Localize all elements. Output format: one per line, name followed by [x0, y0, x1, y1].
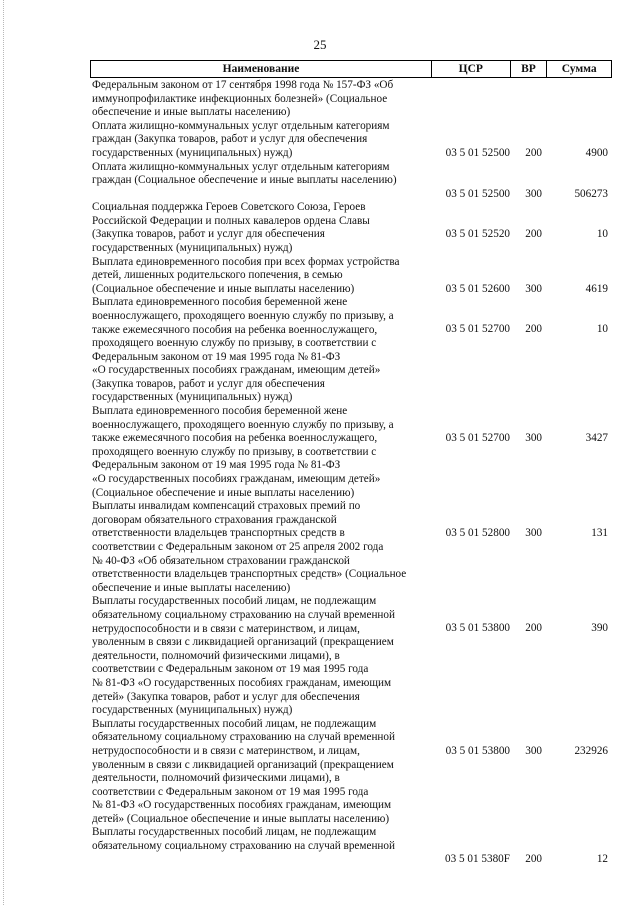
row-name-line: обязательному социальному страхованию на случай временной — [92, 608, 395, 621]
row-name-line: проходящего военную службу по призыву, в соответствии с — [92, 337, 377, 350]
row-csr-cell — [432, 79, 510, 120]
row-name-line: уволенным в связи с ликвидацией организаций (прекращением — [92, 758, 394, 771]
row-csr-cell: 03 5 01 53800 — [445, 622, 510, 635]
row-name-line: Федеральным законом от 17 сентября 1998 года № 157-ФЗ «Об — [92, 79, 394, 91]
header-csr: ЦСР — [431, 61, 510, 77]
row-name-line: обеспечение и иные выплаты населению) — [92, 106, 291, 119]
row-csr-cell: 03 5 01 52500 — [445, 146, 510, 159]
row-vr-cell: 300 — [525, 187, 542, 200]
row-sum-cell: 390 — [591, 622, 608, 635]
row-csr-cell: 03 5 01 52500 — [445, 187, 510, 200]
table-row — [90, 826, 612, 867]
page-number: 25 — [313, 37, 327, 52]
header-name: Наименование — [222, 63, 300, 75]
table-row — [90, 79, 612, 120]
row-name-line: Федеральным законом от 19 мая 1995 года № 81-ФЗ — [92, 459, 341, 472]
row-sum-cell: 3427 — [585, 432, 608, 445]
row-vr-cell: 200 — [525, 622, 542, 635]
row-name-line: деятельности, полномочий физическими лицами), в — [92, 649, 340, 662]
row-sum-cell: 506273 — [574, 187, 608, 200]
row-csr-cell: 03 5 01 52700 — [445, 432, 510, 445]
row-sum-cell: 232926 — [574, 744, 608, 757]
row-sum-cell — [546, 79, 610, 120]
table-row — [90, 718, 612, 827]
table-row — [90, 201, 612, 255]
row-name-line: соответствии с Федеральным законом от 19 мая 1995 года — [92, 785, 369, 798]
row-csr-cell: 03 5 01 5380F — [445, 853, 510, 866]
table-row — [90, 296, 612, 405]
row-name-line: (Социальное обеспечение и иные выплаты населению) — [92, 486, 355, 499]
row-name-cell — [90, 718, 432, 827]
row-name-cell — [90, 405, 432, 500]
row-name-line: (Закупка товаров, работ и услуг для обеспечения — [92, 377, 325, 390]
row-name-line: военнослужащего, проходящего военную службу по призыву, а — [92, 418, 394, 431]
row-name-line: № 81-ФЗ «О государственных пособиях гражданам, имеющим — [92, 676, 392, 689]
budget-table — [90, 60, 612, 867]
row-name-line: Оплата жилищно-коммунальных услуг отдельным категориям — [92, 119, 390, 132]
table-row — [90, 595, 612, 717]
row-name-cell — [90, 201, 432, 255]
row-name-line: деятельности, полномочий физическими лицами), в — [92, 772, 340, 785]
row-name-cell — [90, 79, 432, 120]
row-name-line: проходящего военную службу по призыву, в соответствии с — [92, 445, 377, 458]
row-name-line: иммунопрофилактике инфекционных болезней» (Социальное — [92, 92, 388, 105]
row-vr-cell: 200 — [525, 323, 542, 336]
row-name-line: Оплата жилищно-коммунальных услуг отдельным категориям — [92, 160, 390, 173]
row-sum-cell: 4619 — [585, 282, 608, 295]
row-csr-cell: 03 5 01 52800 — [445, 527, 510, 540]
row-vr-cell: 300 — [525, 527, 542, 540]
row-name-line: уволенным в связи с ликвидацией организаций (прекращением — [92, 636, 394, 649]
row-name-line: Социальная поддержка Героев Советского Союза, Героев — [92, 201, 366, 214]
table-row — [90, 161, 612, 202]
scan-edge-marks — [3, 0, 7, 905]
row-name-line: детей, лишенных родительского попечения, в семью — [92, 269, 343, 282]
row-name-cell — [90, 826, 432, 867]
row-csr-cell: 03 5 01 52520 — [445, 228, 510, 241]
table-row — [90, 256, 612, 297]
row-sum-cell: 10 — [596, 228, 608, 241]
row-name-cell — [90, 120, 432, 161]
row-name-line: обязательному социальному страхованию на случай временной — [92, 731, 395, 744]
row-name-line: (Социальное обеспечение и иные выплаты населению) — [92, 282, 355, 295]
row-name-line: Федеральным законом от 19 мая 1995 года № 81-ФЗ — [92, 350, 341, 363]
row-name-cell — [90, 296, 432, 405]
row-name-line: государственных (муниципальных) нужд) — [92, 241, 293, 254]
row-sum-cell: 131 — [591, 527, 608, 540]
row-name-line: «О государственных пособиях гражданам, имеющим детей» — [92, 473, 381, 486]
row-sum-cell: 4900 — [585, 146, 608, 159]
row-name-cell — [90, 500, 432, 595]
row-name-line: соответствии с Федеральным законом от 25 апреля 2002 года — [92, 541, 384, 553]
table-body — [90, 79, 612, 867]
row-name-line: государственных (муниципальных) нужд) — [92, 704, 293, 717]
row-vr-cell: 200 — [525, 228, 542, 241]
row-name-line: ответственности владельцев транспортных средств в — [92, 527, 345, 540]
row-name-line: детей» (Закупка товаров, работ и услуг для обеспечения — [92, 690, 360, 703]
row-name-line: № 81-ФЗ «О государственных пособиях гражданам, имеющим — [92, 799, 392, 812]
row-csr-cell: 03 5 01 53800 — [445, 744, 510, 757]
row-name-line: детей» (Социальное обеспечение и иные выплаты населению) — [92, 812, 390, 825]
row-csr-cell: 03 5 01 52600 — [445, 282, 510, 295]
row-name-line: договорам обязательного страхования гражданской — [92, 513, 337, 526]
row-csr-cell: 03 5 01 52700 — [445, 323, 510, 336]
row-name-cell — [90, 256, 432, 297]
row-vr-cell: 200 — [525, 146, 542, 159]
row-sum-cell: 10 — [596, 323, 608, 336]
row-name-line: обеспечение и иные выплаты населению) — [92, 581, 291, 594]
table-header — [90, 60, 612, 78]
row-name-line: «О государственных пособиях гражданам, имеющим детей» — [92, 364, 381, 377]
row-name-line: государственных (муниципальных) нужд) — [92, 391, 293, 404]
row-name-line: Российской Федерации и полных кавалеров ордена Славы — [92, 214, 370, 227]
row-vr-cell: 300 — [525, 744, 542, 757]
header-sum: Сумма — [546, 61, 611, 77]
row-name-line: № 40-ФЗ «Об обязательном страховании гражданской — [92, 554, 350, 567]
row-name-line: Выплата единовременного пособия при всех формах устройства — [92, 255, 400, 268]
row-name-line: Выплата единовременного пособия беременной жене — [92, 296, 348, 309]
row-name-line: Выплаты государственных пособий лицам, не подлежащим — [92, 595, 377, 608]
row-name-line: ответственности владельцев транспортных средств» (Социальное — [92, 568, 407, 581]
row-name-line: Выплата единовременного пособия беременной жене — [92, 405, 348, 418]
row-name-line: государственных (муниципальных) нужд) — [92, 146, 293, 159]
row-name-line: Выплаты государственных пособий лицам, не подлежащим — [92, 826, 377, 839]
header-vr: ВР — [510, 61, 547, 77]
row-vr-cell: 300 — [525, 432, 542, 445]
table-row — [90, 500, 612, 595]
row-name-line: Выплаты инвалидам компенсаций страховых премий по — [92, 500, 361, 513]
row-name-line: нетрудоспособности и в связи с материнством, и лицам, — [92, 744, 360, 757]
row-sum-cell: 12 — [596, 853, 608, 866]
row-name-cell — [90, 161, 432, 202]
row-name-line: граждан (Закупка товаров, работ и услуг для обеспечения — [92, 133, 368, 146]
row-name-line: Выплаты государственных пособий лицам, не подлежащим — [92, 717, 377, 730]
row-name-line: соответствии с Федеральным законом от 19 мая 1995 года — [92, 663, 369, 676]
row-vr-cell — [510, 79, 546, 120]
row-name-line: нетрудоспособности и в связи с материнством, и лицам, — [92, 622, 360, 635]
table-row — [90, 405, 612, 500]
row-name-line: также ежемесячного пособия на ребенка военнослужащего, — [92, 323, 378, 336]
table-row — [90, 120, 612, 161]
row-name-cell — [90, 595, 432, 717]
row-name-line: военнослужащего, проходящего военную службу по призыву, а — [92, 309, 394, 322]
row-name-line: граждан (Социальное обеспечение и иные выплаты населению) — [92, 174, 397, 187]
row-vr-cell: 300 — [525, 282, 542, 295]
row-vr-cell: 200 — [525, 853, 542, 866]
row-name-line: также ежемесячного пособия на ребенка военнослужащего, — [92, 432, 378, 445]
row-name-line: (Закупка товаров, работ и услуг для обеспечения — [92, 228, 325, 241]
row-name-line: обязательному социальному страхованию на случай временной — [92, 840, 395, 853]
